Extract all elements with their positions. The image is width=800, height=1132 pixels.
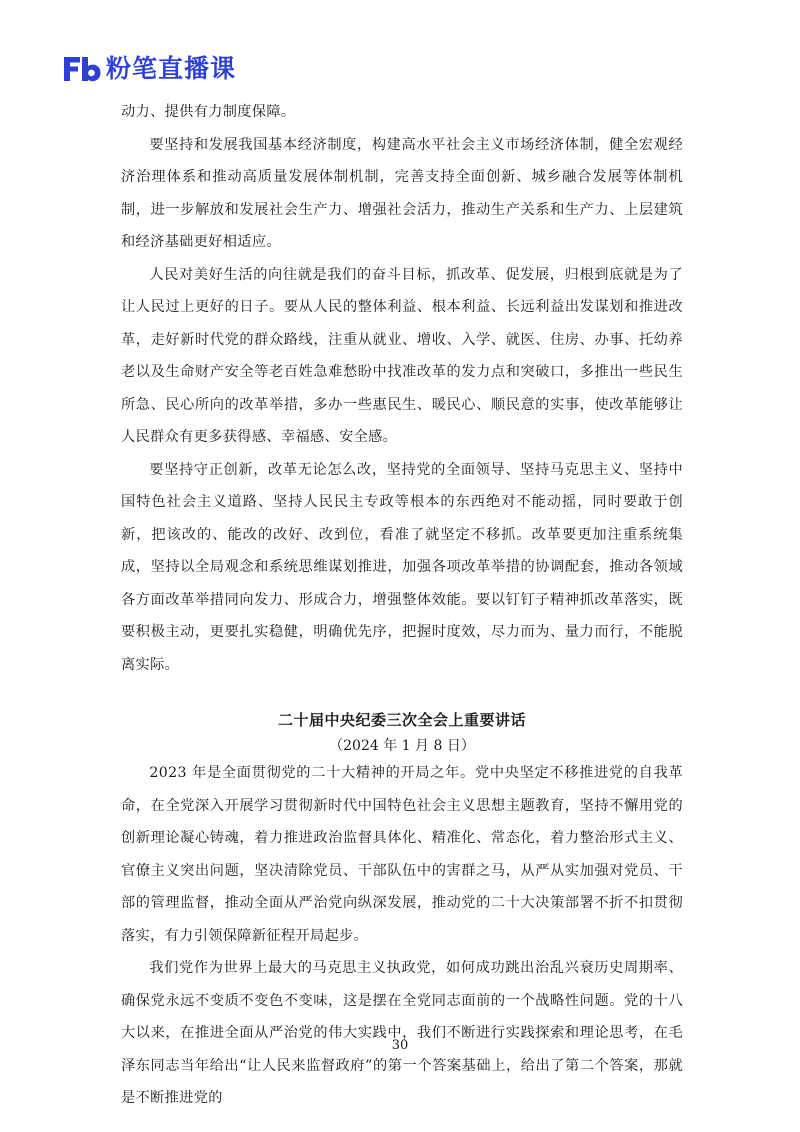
paragraph-continuation: 动力、提供有力制度保障。 — [121, 104, 296, 120]
paragraph-self-revolution: 我们党作为世界上最大的马克思主义执政党，如何成功跳出治乱兴衰历史周期率、确保党永远不变质不变色不变味，这是摆在全党同志面前的一个战略性问题。党的十八大以来，在推进全面从严治党的伟大实践中，我们不断进行实践探索和理论思考，在毛泽东同志当年给出“让人民来监督政府”的第一个答案基础上，给出了第二个答案，那就是不断推进党的 — [121, 960, 683, 1106]
page-header — [62, 52, 236, 86]
paragraph-economic-system: 要坚持和发展我国基本经济制度，构建高水平社会主义市场经济体制，健全宏观经济治理体系和推动高质量发展体制机制，完善支持全面创新、城乡融合发展等体制机制，进一步解放和发展社会生产力、增强社会活力，推动生产关系和生产力、上层建筑和经济基础更好相适应。 — [121, 136, 683, 250]
document-body — [121, 96, 683, 1115]
section-title: 二十届中央纪委三次全会上重要讲话 — [277, 711, 526, 729]
fenbi-logo-icon — [62, 54, 102, 84]
paragraph-people-wellbeing: 人民对美好生活的向往就是我们的奋斗目标，抓改革、促发展，归根到底就是为了让人民过上更好的日子。要从人民的整体利益、根本利益、长远利益出发谋划和推进改革，走好新时代党的群众路线，注重从就业、增收、入学、就医、住房、办事、托幼养老以及生命财产安全等老百姓急难愁盼中找准改革的发力点和突破口，多推出一些民生所急、民心所向的改革举措，多办一些惠民生、暖民心、顺民意的实事，使改革能够让人民群众有更多获得感、幸福感、安全感。 — [121, 266, 683, 445]
paragraph-2023-review: 2023 年是全面贯彻党的二十大精神的开局之年。党中央坚定不移推进党的自我革命，在全党深入开展学习贯彻新时代中国特色社会主义思想主题教育，坚持不懈用党的创新理论凝心铸魂，着力推进政治监督具体化、精准化、常态化，着力整治形式主义、官僚主义突出问题，坚决清除党员、干部队伍中的害群之马，从严从实加强对党员、干部的管理监督，推动全面从严治党向纵深发展，推动党的二十大决策部署不折不扣贯彻落实，有力引领保障新征程开局起步。 — [121, 765, 683, 944]
section-date: （2024 年 1 月 8 日） — [329, 738, 475, 754]
page-number: 30 — [391, 1038, 409, 1053]
brand-name: 粉笔直播课 — [106, 54, 237, 83]
paragraph-uphold-innovation: 要坚持守正创新，改革无论怎么改，坚持党的全面领导、坚持马克思主义、坚持中国特色社会主义道路、坚持人民民主专政等根本的东西绝对不能动摇，同时要敢于创新，把该改的、能改的改好、改到位，看准了就坚定不移抓。改革要更加注重系统集成，坚持以全局观念和系统思维谋划推进，加强各项改革举措的协调配套，推动各领域各方面改革举措同向发力、形成合力，增强整体效能。要以钉钉子精神抓改革落实，既要积极主动，更要扎实稳健，明确优先序，把握时度效，尽力而为、量力而行，不能脱离实际。 — [121, 461, 683, 673]
